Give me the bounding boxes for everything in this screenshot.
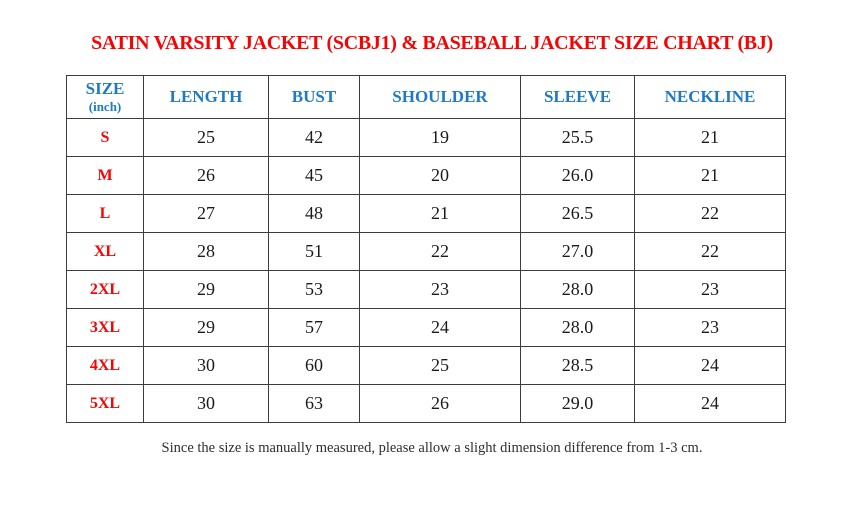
table-row-s bbox=[67, 119, 786, 157]
value-cell: 28 bbox=[144, 233, 269, 271]
value-cell: 29.0 bbox=[521, 385, 635, 423]
table-row-2xl bbox=[67, 271, 786, 309]
table-row-l bbox=[67, 195, 786, 233]
value-cell: 23 bbox=[635, 271, 786, 309]
value-cell: 51 bbox=[269, 233, 360, 271]
value-cell: 23 bbox=[635, 309, 786, 347]
size-cell: 4XL bbox=[67, 347, 144, 385]
value-cell: 27.0 bbox=[521, 233, 635, 271]
col-header-length: LENGTH bbox=[144, 76, 269, 119]
size-header-unit: (inch) bbox=[88, 98, 122, 114]
col-header-size bbox=[67, 76, 144, 119]
col-header-shoulder: SHOULDER bbox=[360, 76, 521, 119]
value-cell: 29 bbox=[144, 309, 269, 347]
size-cell: L bbox=[67, 195, 144, 233]
value-cell: 29 bbox=[144, 271, 269, 309]
value-cell: 45 bbox=[269, 157, 360, 195]
col-header-neckline: NECKLINE bbox=[635, 76, 786, 119]
value-cell: 27 bbox=[144, 195, 269, 233]
value-cell: 24 bbox=[360, 309, 521, 347]
value-cell: 60 bbox=[269, 347, 360, 385]
table-row-m bbox=[67, 157, 786, 195]
table-row-4xl bbox=[67, 347, 786, 385]
value-cell: 24 bbox=[635, 347, 786, 385]
value-cell: 21 bbox=[360, 195, 521, 233]
measurement-note: Since the size is manually measured, please allow a slight dimension difference from 1-3 cm. bbox=[161, 440, 703, 456]
size-cell: XL bbox=[67, 233, 144, 271]
value-cell: 25.5 bbox=[521, 119, 635, 157]
col-header-sleeve: SLEEVE bbox=[521, 76, 635, 119]
value-cell: 22 bbox=[635, 195, 786, 233]
value-cell: 23 bbox=[360, 271, 521, 309]
value-cell: 28.5 bbox=[521, 347, 635, 385]
table-row-5xl bbox=[67, 385, 786, 423]
value-cell: 26 bbox=[144, 157, 269, 195]
size-header-label: SIZE bbox=[85, 79, 125, 98]
value-cell: 22 bbox=[635, 233, 786, 271]
value-cell: 30 bbox=[144, 347, 269, 385]
value-cell: 63 bbox=[269, 385, 360, 423]
value-cell: 25 bbox=[360, 347, 521, 385]
size-cell: 3XL bbox=[67, 309, 144, 347]
value-cell: 28.0 bbox=[521, 271, 635, 309]
size-cell: M bbox=[67, 157, 144, 195]
value-cell: 42 bbox=[269, 119, 360, 157]
value-cell: 30 bbox=[144, 385, 269, 423]
page-title: SATIN VARSITY JACKET (SCBJ1) & BASEBALL JACKET SIZE CHART (BJ) bbox=[91, 32, 773, 54]
value-cell: 21 bbox=[635, 157, 786, 195]
col-header-bust: BUST bbox=[269, 76, 360, 119]
value-cell: 57 bbox=[269, 309, 360, 347]
value-cell: 48 bbox=[269, 195, 360, 233]
value-cell: 26.0 bbox=[521, 157, 635, 195]
value-cell: 20 bbox=[360, 157, 521, 195]
value-cell: 24 bbox=[635, 385, 786, 423]
size-cell: 5XL bbox=[67, 385, 144, 423]
value-cell: 28.0 bbox=[521, 309, 635, 347]
value-cell: 26 bbox=[360, 385, 521, 423]
value-cell: 25 bbox=[144, 119, 269, 157]
header-row bbox=[67, 76, 786, 119]
size-cell: S bbox=[67, 119, 144, 157]
table-row-xl bbox=[67, 233, 786, 271]
value-cell: 22 bbox=[360, 233, 521, 271]
value-cell: 19 bbox=[360, 119, 521, 157]
value-cell: 21 bbox=[635, 119, 786, 157]
value-cell: 26.5 bbox=[521, 195, 635, 233]
size-cell: 2XL bbox=[67, 271, 144, 309]
size-chart-table bbox=[66, 75, 786, 423]
table-row-3xl bbox=[67, 309, 786, 347]
value-cell: 53 bbox=[269, 271, 360, 309]
